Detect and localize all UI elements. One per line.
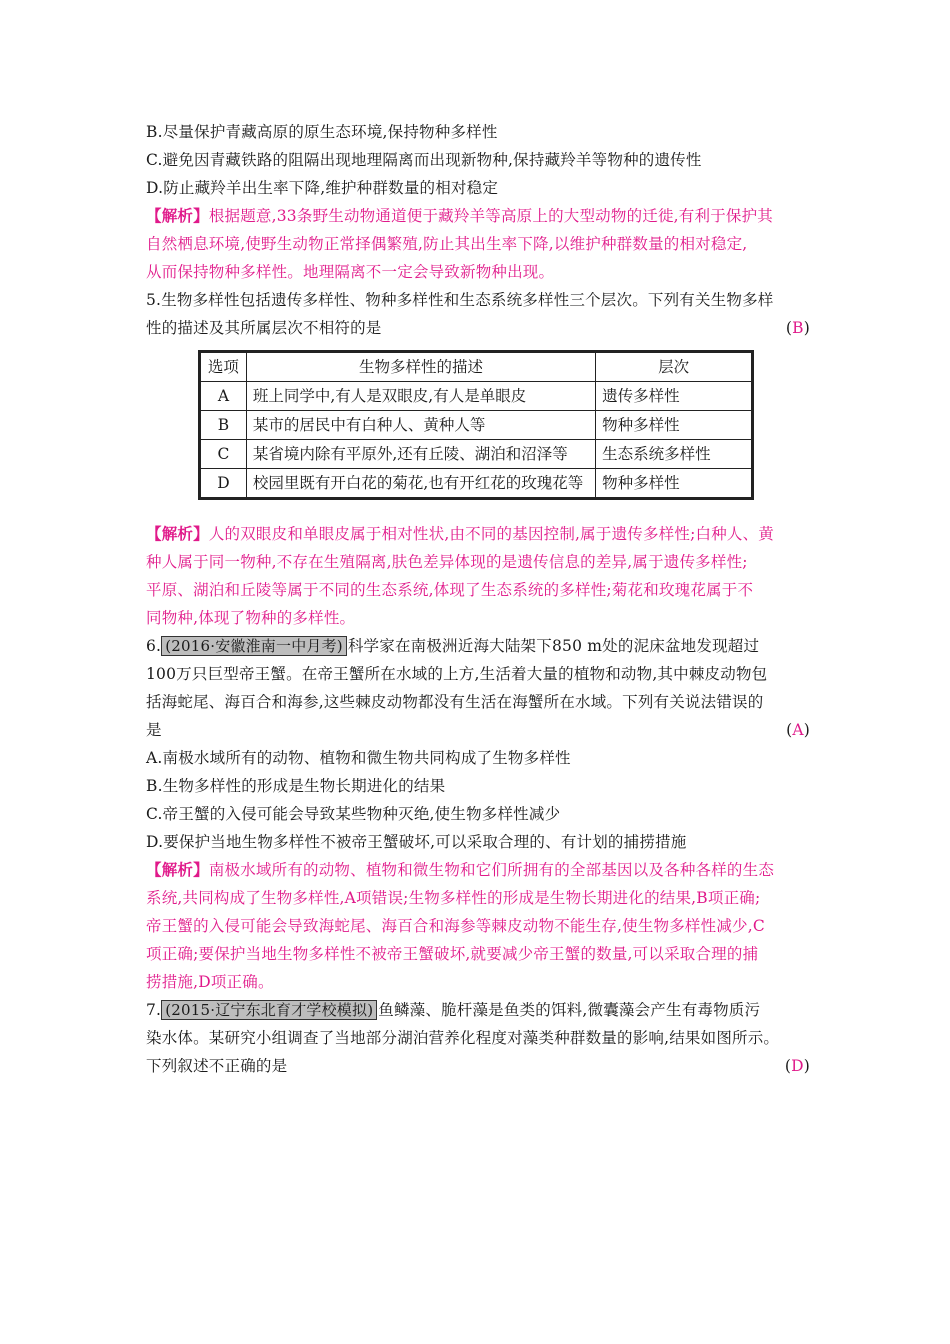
q6-option-d: D.要保护当地生物多样性不被帝王蟹破坏,可以采取合理的、有计划的捕捞措施 (146, 833, 687, 851)
q6-analysis-line: 系统,共同构成了生物多样性,A项错误;生物多样性的形成是生物长期进化的结果,B项正确; (146, 889, 761, 907)
q6-stem-line: 括海蛇尾、海百合和海参,这些棘皮动物都没有生活在海蟹所在水域。下列有关说法错误的 (146, 693, 764, 711)
q4-option-b: B.尽量保护青藏高原的原生态环境,保持物种多样性 (146, 123, 498, 141)
q7-stem-line: 7. (2015·辽宁东北育才学校模拟) 鱼鳞藻、脆杆藻是鱼类的饵料,微囊藻会产生有毒物质污 (146, 1001, 761, 1019)
q6-analysis-line: 【解析】南极水域所有的动物、植物和微生物和它们所拥有的全部基因以及各种各样的生态 (146, 860, 775, 879)
q7-stem-line: 下列叙述不正确的是 (D) (146, 1052, 810, 1080)
analysis-tag: 【解析】 (146, 860, 209, 879)
q5-analysis-line: 平原、湖泊和丘陵等属于不同的生态系统,体现了生态系统的多样性;菊花和玫瑰花属于不 (146, 581, 754, 599)
q5-stem-line: 5.生物多样性包括遗传多样性、物种多样性和生态系统多样性三个层次。下列有关生物多样 (146, 291, 774, 309)
q5-stem-line: 性的描述及其所属层次不相符的是 (B) (146, 314, 810, 342)
q6-answer: (A) (786, 721, 810, 739)
q5-analysis-line: 【解析】人的双眼皮和单眼皮属于相对性状,由不同的基因控制,属于遗传多样性;白种人、黄 (146, 524, 774, 543)
table-header-cell: 选项 (200, 352, 247, 382)
q4-analysis-line: 自然栖息环境,使野生动物正常择偶繁殖,防止其出生率下降,以维护种群数量的相对稳定, (146, 235, 748, 253)
table-cell: A (200, 382, 247, 411)
q4-option-c: C.避免因青藏铁路的阻隔出现地理隔离而出现新物种,保持藏羚羊等物种的遗传性 (146, 151, 702, 169)
q4-analysis-line: 从而保持物种多样性。地理隔离不一定会导致新物种出现。 (146, 263, 555, 281)
document-page (146, 118, 810, 1080)
q6-analysis-line: 帝王蟹的入侵可能会导致海蛇尾、海百合和海参等棘皮动物不能生存,使生物多样性减少,C (146, 917, 765, 935)
q6-analysis-line: 捞措施,D项正确。 (146, 973, 274, 991)
analysis-tag: 【解析】 (146, 524, 209, 543)
table-row (200, 382, 753, 411)
table-cell: 物种多样性 (596, 411, 753, 440)
biodiversity-table (198, 350, 754, 500)
table-cell: C (200, 440, 247, 469)
q6-analysis-line: 项正确;要保护当地生物多样性不被帝王蟹破坏,就要减少帝王蟹的数量,可以采取合理的捕 (146, 945, 759, 963)
table-cell: 某省境内除有平原外,还有丘陵、湖泊和沼泽等 (246, 440, 595, 469)
table-cell: 某市的居民中有白种人、黄种人等 (246, 411, 595, 440)
q6-option-c: C.帝王蟹的入侵可能会导致某些物种灭绝,使生物多样性减少 (146, 805, 561, 823)
table-header-cell: 层次 (596, 352, 753, 382)
q5-analysis-line: 同物种,体现了物种的多样性。 (146, 609, 356, 627)
q6-stem-line: 是 (A) (146, 716, 810, 744)
q6-option-a: A.南极水域所有的动物、植物和微生物共同构成了生物多样性 (146, 749, 571, 767)
q7-source-tag: (2015·辽宁东北育才学校模拟) (161, 1000, 377, 1020)
table-cell: D (200, 469, 247, 499)
table-cell: 遗传多样性 (596, 382, 753, 411)
q7-stem-line: 染水体。某研究小组调查了当地部分湖泊营养化程度对藻类种群数量的影响,结果如图所示。 (146, 1029, 780, 1047)
table-cell: 校园里既有开白花的菊花,也有开红花的玫瑰花等 (246, 469, 595, 499)
q4-analysis-line: 【解析】根据题意,33条野生动物通道便于藏羚羊等高原上的大型动物的迁徙,有利于保护其 (146, 206, 773, 225)
table-row (200, 440, 753, 469)
q5-answer: (B) (785, 319, 810, 337)
q6-source-tag: (2016·安徽淮南一中月考) (161, 636, 347, 656)
q4-option-d: D.防止藏羚羊出生率下降,维护种群数量的相对稳定 (146, 179, 499, 197)
table-cell: 班上同学中,有人是双眼皮,有人是单眼皮 (246, 382, 595, 411)
analysis-tag: 【解析】 (146, 206, 209, 225)
q7-answer: (D) (784, 1057, 810, 1075)
table-cell: 生态系统多样性 (596, 440, 753, 469)
table-header-row (200, 352, 753, 382)
q6-stem-line: 6. (2016·安徽淮南一中月考) 科学家在南极洲近海大陆架下850 m处的泥床盆地发现超过 (146, 637, 760, 655)
table-cell: B (200, 411, 247, 440)
q6-stem-line: 100万只巨型帝王蟹。在帝王蟹所在水域的上方,生活着大量的植物和动物,其中棘皮动物包 (146, 665, 768, 683)
table-row (200, 469, 753, 499)
q6-option-b: B.生物多样性的形成是生物长期进化的结果 (146, 777, 446, 795)
q5-analysis-line: 种人属于同一物种,不存在生殖隔离,肤色差异体现的是遗传信息的差异,属于遗传多样性; (146, 553, 748, 571)
table-header-cell: 生物多样性的描述 (246, 352, 595, 382)
table-cell: 物种多样性 (596, 469, 753, 499)
table-row (200, 411, 753, 440)
